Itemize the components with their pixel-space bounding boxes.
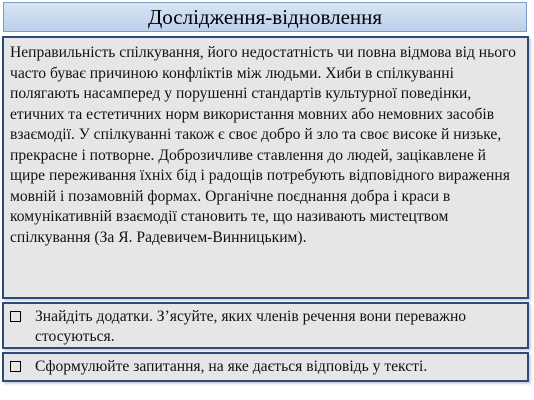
checkbox-icon: [10, 311, 21, 322]
task-text-1: Знайдіть додатки. З’ясуйте, яких членів речення вони переважно стосуються.: [35, 308, 467, 345]
task-text-2: Сформулюйте запитання, на яке дається відповідь у тексті.: [35, 358, 428, 375]
task-item-2: [2, 352, 529, 382]
slide-title: Дослідження-відновлення: [147, 4, 383, 29]
task-item-1: [2, 302, 529, 349]
main-text: Неправильність спілкування, його недостатність чи повна відмова від нього часто буває причиною конфліктів між людьми. Хиби в спілкуванні полягають насамперед у порушенні стандартів культурної поведінки, етичних та естетичних норм використання мовних або немовних засобів взаємодії. У спілкуванні також є своє добро й зло та своє високе й низьке, прекрасне і потворне. Доброзичливе ставлення до людей, зацікавлене й щире переживання їхніх бід і радощів потребують відповідного вираження мовній і позамовній формах. Органічне поєднання добра і краси в комунікативній взаємодії становить те, що називають мистецтвом спілкування (За Я. Радевичем-Винницьким).: [10, 44, 516, 246]
checkbox-icon: [10, 361, 21, 372]
main-text-box: [2, 36, 529, 299]
title-banner: [3, 2, 527, 32]
